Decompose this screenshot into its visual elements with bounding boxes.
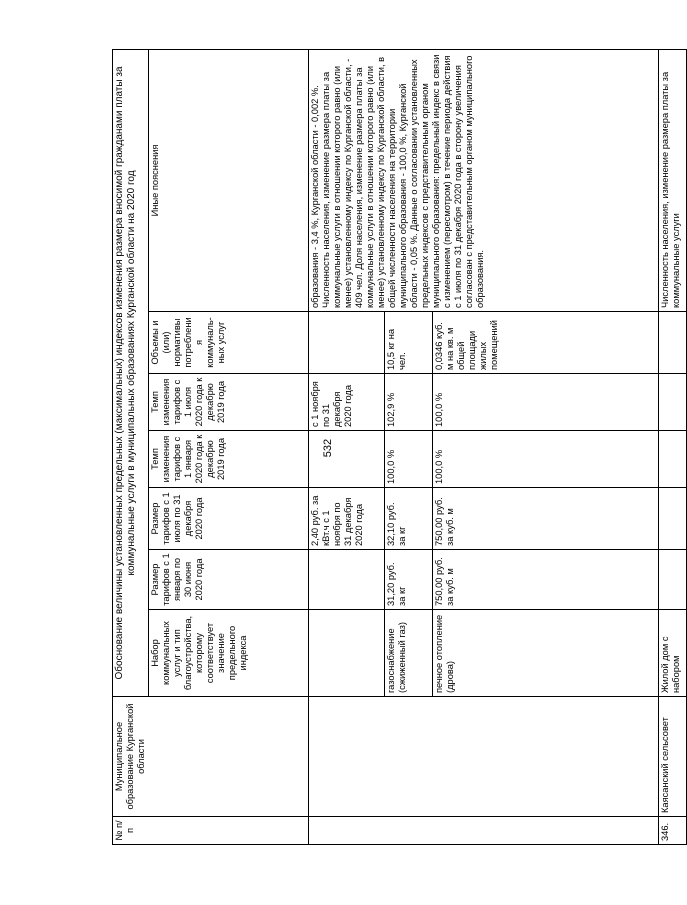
subheader-rate-jul: Темп изменения тарифов с 1 июля 2020 года к декабрю 2019 года (149, 374, 309, 431)
cell-tariff-jan: 31,20 руб. за кг (385, 550, 433, 610)
cell-notes: образования - 3,4 %, Курганской области - 0,002 %. Численность населения, изменение размера платы за коммунальные услуги в отношении которого равно (или менее) установленному индексу по Курганской области, - 409 чел. Доля населения, изменение размера платы за коммунальные услуги в отношении которого равно (или менее) установленному индексу по Курганской области, в общей численности населения на территории муниципального образования - 100,0 %, Курганской области - 0,05 %. Данные о согласовании установленных предельных индексов с представительным органом муниципального образования: предельный индекс в связи с изменением (пересмотром) в течение периода действия с 1 июля по 31 декабря 2020 года в сторону увеличения согласован с представительным органом муниципального образования. (309, 49, 659, 311)
subheader-service-set: Набор коммунальных услуг и тип благоустройства, которому соответствует значение предельного индекса (149, 610, 309, 697)
table-row (309, 49, 385, 844)
cell-rate-jan: 100,0 % (385, 431, 433, 488)
cell-tariff-jan (659, 550, 687, 610)
header-row-top (113, 49, 149, 844)
cell-municipality: Каясанский сельсовет (659, 697, 687, 817)
page-number: 532 (322, 438, 334, 458)
cell-rate-jan (659, 431, 687, 488)
subheader-rate-jan: Темп изменения тарифов с 1 января 2020 года к декабрю 2019 года (149, 431, 309, 488)
cell-volume (309, 312, 385, 374)
cell-rate-jan (309, 431, 385, 488)
cell-rate-jul: с 1 ноября по 31 декабря 2020 года (309, 374, 385, 431)
cell-service: печное отопление (дрова) (433, 610, 659, 697)
cell-tariff-jul: 2,40 руб. за кВт.ч с 1 ноября по 31 декабря 2020 года (309, 488, 385, 550)
cell-volume: 10,5 кг на чел. (385, 312, 433, 374)
table-row (659, 49, 687, 844)
cell-rate-jul: 100,0 % (433, 374, 659, 431)
cell-service: Жилой дом с набором (659, 610, 687, 697)
header-no: № п/п (113, 817, 309, 845)
cell-tariff-jan (309, 550, 385, 610)
tariff-index-table (112, 49, 687, 845)
cell-notes: Численность населения, изменение размера платы за коммунальные услуги (659, 49, 687, 311)
cell-rate-jul: 102,9 % (385, 374, 433, 431)
cell-municipality (309, 697, 659, 817)
cell-tariff-jul (659, 488, 687, 550)
subheader-notes: Иные пояснения (149, 49, 309, 311)
cell-service: газоснабжение (сжиженный газ) (385, 610, 433, 697)
cell-tariff-jul: 750,00 руб. за куб. м (433, 488, 659, 550)
cell-tariff-jan: 750,00 руб. за куб. м (433, 550, 659, 610)
subheader-tariff-jan: Размер тарифов с 1 января по 30 июня 2020 года (149, 550, 309, 610)
subheader-volume: Объемы и (или) нормативы потребления коммуналь-ных услуг (149, 312, 309, 374)
cell-volume (659, 312, 687, 374)
cell-rate-jan: 100,0 % (433, 431, 659, 488)
cell-volume: 0,0346 куб. м на кв. м общей площади жилых помещений (433, 312, 659, 374)
cell-tariff-jul: 32,10 руб. за кг (385, 488, 433, 550)
cell-no: 346. (659, 817, 687, 845)
subheader-tariff-jul: Размер тарифов с 1 июля по 31 декабря 2020 года (149, 488, 309, 550)
cell-rate-jul (659, 374, 687, 431)
rotated-table-container (112, 50, 681, 845)
cell-service (309, 610, 385, 697)
cell-no (309, 817, 659, 845)
header-justification: Обоснование величины установленных предельных (максимальных) индексов изменения размера вносимой гражданами платы за коммунальные услуги в муниципальных образованиях Курганской области на 2020 год (113, 49, 149, 696)
header-municipality: Муниципальное образование Курганской области (113, 697, 309, 817)
